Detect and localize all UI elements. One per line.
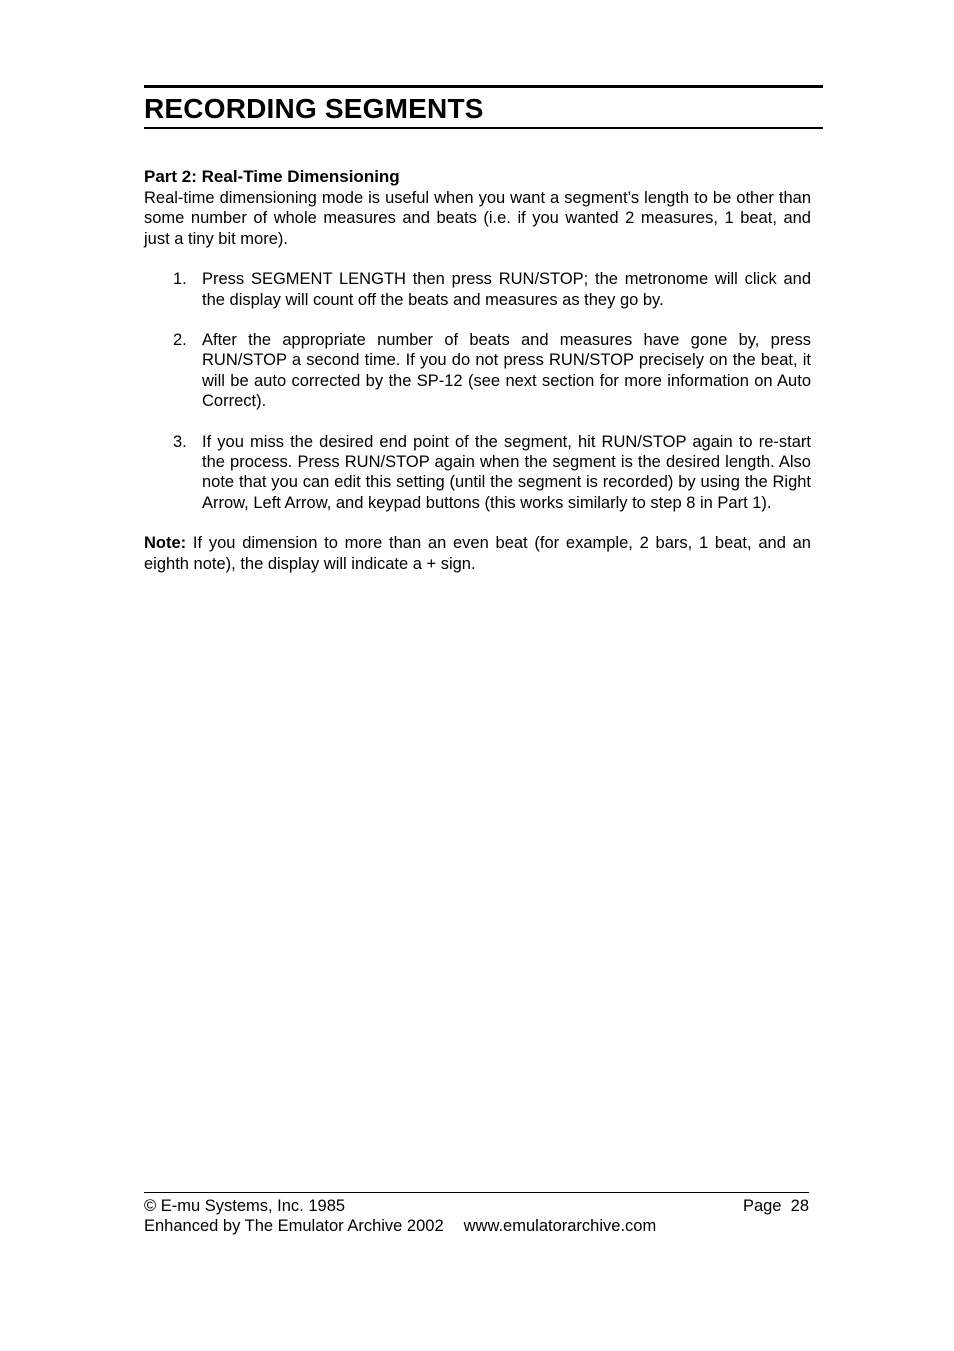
- footer-page-number: Page 28: [742, 1197, 809, 1215]
- footer-copyright: © E-mu Systems, Inc. 1985: [144, 1197, 346, 1215]
- page-header: [144, 85, 823, 129]
- step-text: Press SEGMENT LENGTH then press RUN/STOP; the metronome will click and the display will count off the beats and measures as they go by.: [202, 270, 811, 309]
- note-paragraph: [144, 533, 811, 574]
- intro-paragraph: Real-time dimensioning mode is useful when you want a segment’s length to be other than some number of whole measures and beats (i.e. if you wanted 2 measures, 1 beat, and just a tiny bit more).: [144, 189, 811, 248]
- note-text: If you dimension to more than an even beat (for example, 2 bars, 1 beat, and an eighth note), the display will indicate a + sign.: [144, 534, 811, 573]
- footer-website: www.emulatorarchive.com: [463, 1217, 657, 1236]
- footer-row: [144, 1196, 809, 1216]
- list-item: [144, 269, 811, 310]
- step-text: After the appropriate number of beats and measures have gone by, press RUN/STOP a second time. If you do not press RUN/STOP precisely on the beat, it will be auto corrected by the SP-12 (see next section for more information on Auto Correct).: [202, 331, 811, 411]
- step-number: 3.: [173, 432, 187, 451]
- main-content: [144, 166, 811, 574]
- list-item: [144, 330, 811, 412]
- section-heading: Part 2: Real-Time Dimensioning: [144, 167, 400, 186]
- note-label: Note:: [144, 534, 187, 553]
- step-text: If you miss the desired end point of the segment, hit RUN/STOP again to re-start the process. Press RUN/STOP again when the segment is the desired length. Also note that you can edit this setting (until the segment is recorded) by using the Right Arrow, Left Arrow, and keypad buttons (this works similarly to step 8 in Part 1).: [202, 432, 811, 512]
- step-number: 1.: [173, 270, 187, 289]
- footer-enhanced: Enhanced by The Emulator Archive 2002: [144, 1217, 444, 1236]
- page-title: RECORDING SEGMENTS: [144, 93, 484, 124]
- page-footer: [144, 1192, 809, 1237]
- list-item: [144, 432, 811, 514]
- steps-list: [144, 269, 811, 513]
- step-number: 2.: [173, 331, 187, 350]
- footer-spacer: [444, 1216, 464, 1236]
- footer-row: [144, 1216, 809, 1236]
